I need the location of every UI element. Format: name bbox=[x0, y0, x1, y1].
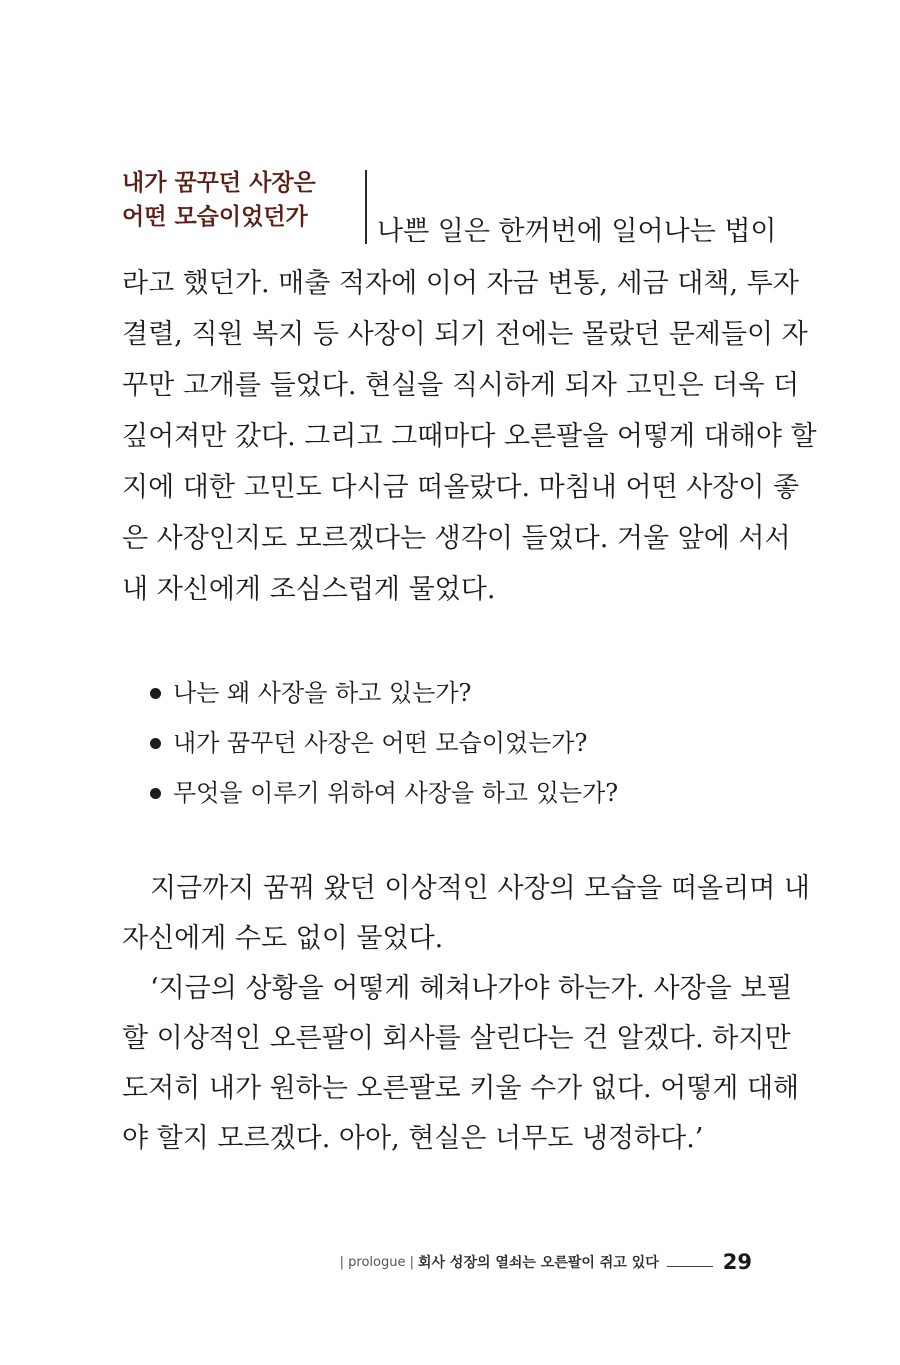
paragraph-line: 야 할지 모르겠다. 아아, 현실은 너무도 냉정하다.’ bbox=[122, 1123, 704, 1154]
paragraph-1 bbox=[122, 258, 817, 615]
bullet-icon bbox=[150, 788, 161, 799]
paragraph-line: ‘지금의 상황을 어떻게 헤쳐나가야 하는가. 사장을 보필 bbox=[150, 973, 793, 1004]
paragraph-line: 결렬, 직원 복지 등 사장이 되기 전에는 몰랐던 문제들이 자 bbox=[122, 319, 808, 350]
paragraph-line: 지에 대한 고민도 다시금 떠올랐다. 마침내 어떤 사장이 좋 bbox=[122, 472, 800, 503]
paragraph-line: 은 사장인지도 모르겠다는 생각이 들었다. 거울 앞에 서서 bbox=[122, 523, 791, 554]
paragraph-2 bbox=[122, 864, 810, 1164]
paragraph-line: 할 이상적인 오른팔이 회사를 살린다는 건 알겠다. 하지만 bbox=[122, 1023, 791, 1054]
side-heading-line-2: 어떤 모습이었던가 bbox=[122, 204, 308, 230]
question-text: 나는 왜 사장을 하고 있는가? bbox=[173, 679, 472, 707]
page-number: 29 bbox=[722, 1250, 752, 1274]
paragraph-line: 라고 했던가. 매출 적자에 이어 자금 변통, 세금 대책, 투자 bbox=[122, 268, 799, 299]
question-item bbox=[150, 718, 710, 768]
bullet-icon bbox=[150, 688, 161, 699]
page-footer bbox=[300, 1244, 752, 1280]
question-list bbox=[150, 668, 710, 818]
bullet-icon bbox=[150, 738, 161, 749]
heading-divider bbox=[365, 170, 367, 244]
question-text: 내가 꿈꾸던 사장은 어떤 모습이었는가? bbox=[173, 729, 588, 757]
footer-rule bbox=[667, 1266, 713, 1267]
side-heading-line-1: 내가 꿈꾸던 사장은 bbox=[122, 170, 316, 196]
paragraph-line: 자신에게 수도 없이 물었다. bbox=[122, 923, 444, 954]
question-text: 무엇을 이루기 위하여 사장을 하고 있는가? bbox=[173, 779, 619, 807]
side-heading bbox=[122, 166, 352, 234]
paragraph-line: 내 자신에게 조심스럽게 물었다. bbox=[122, 574, 496, 605]
footer-section-label: | prologue | bbox=[339, 1254, 414, 1270]
paragraph-line: 꾸만 고개를 들었다. 현실을 직시하게 되자 고민은 더욱 더 bbox=[122, 370, 800, 401]
question-item bbox=[150, 768, 710, 818]
footer-chapter-title: 회사 성장의 열쇠는 오른팔이 쥐고 있다 bbox=[418, 1255, 659, 1271]
paragraph-1-first-line: 나쁜 일은 한꺼번에 일어나는 법이 bbox=[377, 216, 777, 247]
question-item bbox=[150, 668, 710, 718]
paragraph-line: 지금까지 꿈꿔 왔던 이상적인 사장의 모습을 떠올리며 내 bbox=[150, 873, 810, 904]
paragraph-line: 깊어져만 갔다. 그리고 그때마다 오른팔을 어떻게 대해야 할 bbox=[122, 421, 817, 452]
paragraph-line: 도저히 내가 원하는 오른팔로 키울 수가 없다. 어떻게 대해 bbox=[122, 1073, 800, 1104]
